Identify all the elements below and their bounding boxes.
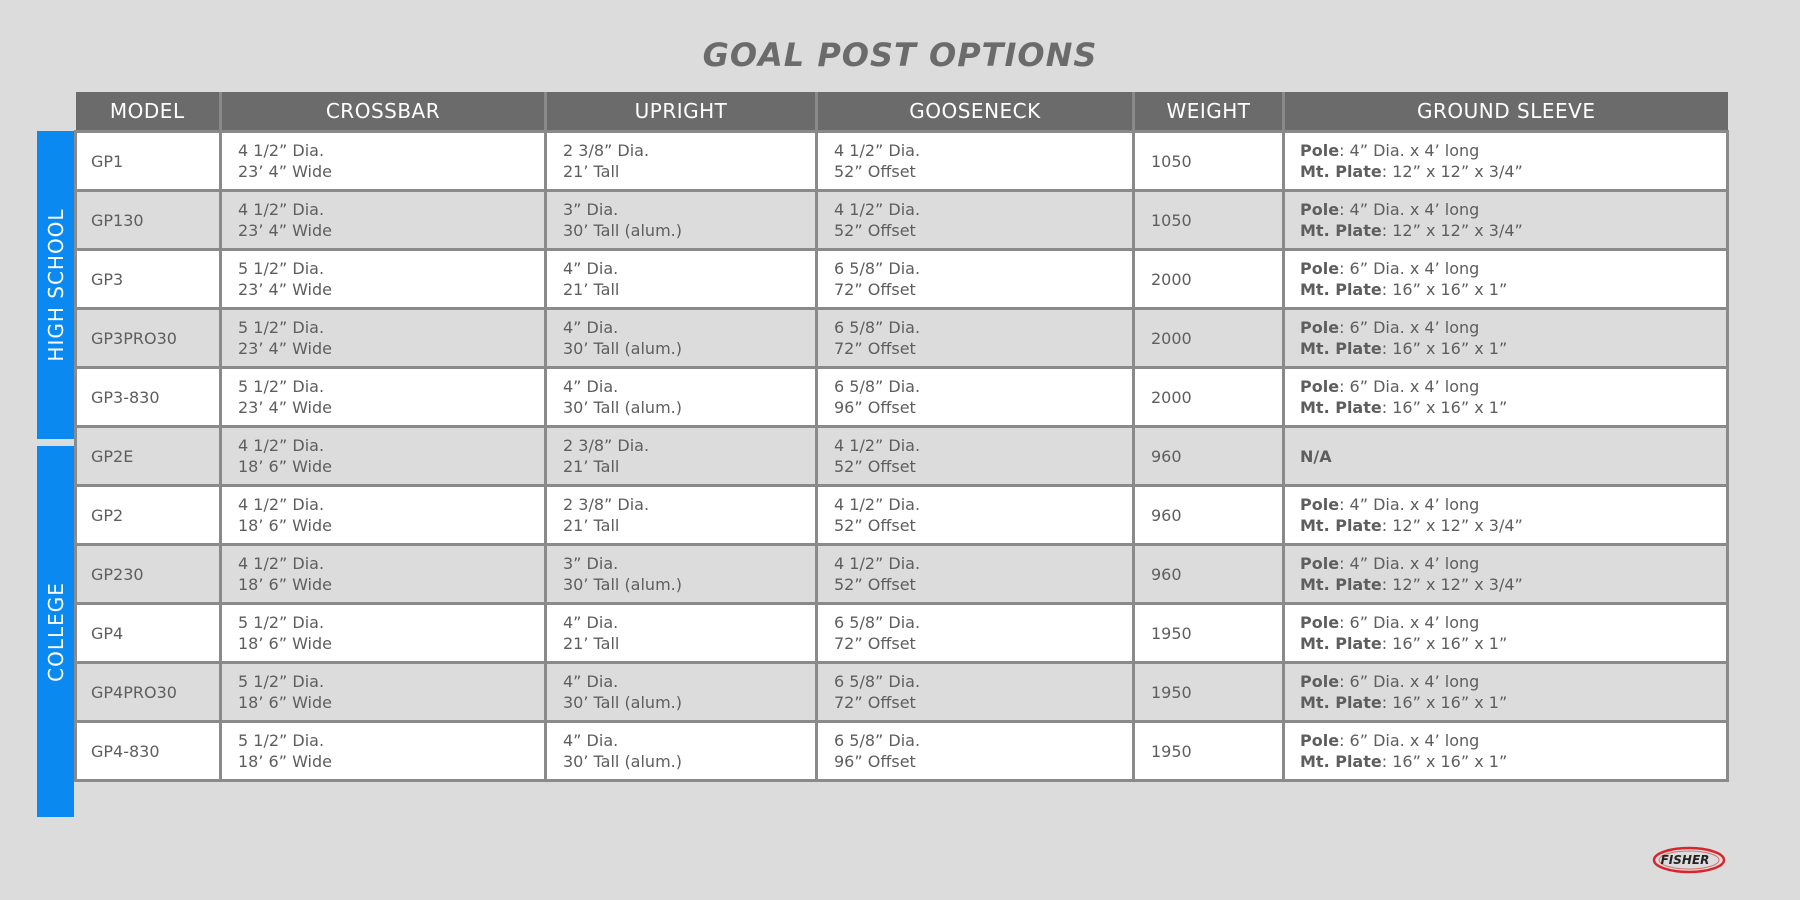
plate-label: Mt. Plate bbox=[1300, 162, 1382, 181]
gooseneck-dimension: 96” Offset bbox=[834, 752, 916, 771]
table-row bbox=[76, 604, 1728, 663]
weight-cell: 2000 bbox=[1134, 250, 1284, 309]
model-cell: GP3-830 bbox=[76, 368, 221, 427]
pole-value: : 6” Dia. x 4’ long bbox=[1339, 731, 1480, 750]
model-cell: GP3PRO30 bbox=[76, 309, 221, 368]
upright-cell bbox=[546, 309, 817, 368]
plate-value: : 16” x 16” x 1” bbox=[1381, 280, 1508, 299]
plate-label: Mt. Plate bbox=[1300, 752, 1382, 771]
plate-label: Mt. Plate bbox=[1300, 221, 1382, 240]
upright-diameter: 4” Dia. bbox=[563, 731, 619, 750]
pole-label: Pole bbox=[1300, 141, 1340, 160]
weight-cell: 1950 bbox=[1134, 604, 1284, 663]
pole-label: Pole bbox=[1300, 200, 1340, 219]
table-row bbox=[76, 663, 1728, 722]
plate-label: Mt. Plate bbox=[1300, 634, 1382, 653]
crossbar-cell bbox=[221, 663, 546, 722]
ground-sleeve-pole bbox=[1300, 730, 1726, 751]
pole-label: Pole bbox=[1300, 672, 1340, 691]
header-model: MODEL bbox=[76, 92, 221, 132]
gooseneck-diameter: 6 5/8” Dia. bbox=[834, 672, 921, 691]
ground-sleeve-plate bbox=[1300, 515, 1726, 536]
plate-label: Mt. Plate bbox=[1300, 693, 1382, 712]
crossbar-cell bbox=[221, 545, 546, 604]
plate-value: : 12” x 12” x 3/4” bbox=[1381, 162, 1523, 181]
ground-sleeve-pole bbox=[1300, 671, 1726, 692]
ground-sleeve-pole bbox=[1300, 317, 1726, 338]
ground-sleeve-na: N/A bbox=[1300, 446, 1332, 466]
header-upright: UPRIGHT bbox=[546, 92, 817, 132]
crossbar-cell bbox=[221, 191, 546, 250]
goal-post-table bbox=[74, 92, 1729, 782]
gooseneck-cell bbox=[817, 191, 1134, 250]
weight-cell: 960 bbox=[1134, 545, 1284, 604]
pole-label: Pole bbox=[1300, 495, 1340, 514]
table-row bbox=[76, 427, 1728, 486]
upright-diameter: 3” Dia. bbox=[563, 554, 619, 573]
header-crossbar: CROSSBAR bbox=[221, 92, 546, 132]
pole-value: : 6” Dia. x 4’ long bbox=[1339, 613, 1480, 632]
category-bar-high-school bbox=[37, 131, 74, 439]
ground-sleeve-pole bbox=[1300, 258, 1726, 279]
pole-label: Pole bbox=[1300, 259, 1340, 278]
crossbar-diameter: 4 1/2” Dia. bbox=[238, 200, 325, 219]
gooseneck-diameter: 4 1/2” Dia. bbox=[834, 495, 921, 514]
ground-sleeve-pole bbox=[1300, 553, 1726, 574]
crossbar-dimension: 18’ 6” Wide bbox=[238, 457, 332, 476]
category-label-college: COLLEGE bbox=[43, 581, 68, 682]
gooseneck-cell bbox=[817, 132, 1134, 191]
upright-cell bbox=[546, 250, 817, 309]
crossbar-cell bbox=[221, 486, 546, 545]
ground-sleeve-plate bbox=[1300, 220, 1726, 241]
upright-diameter: 3” Dia. bbox=[563, 200, 619, 219]
plate-value: : 16” x 16” x 1” bbox=[1381, 634, 1508, 653]
ground-sleeve-pole bbox=[1300, 199, 1726, 220]
pole-label: Pole bbox=[1300, 554, 1340, 573]
ground-sleeve-plate bbox=[1300, 633, 1726, 654]
crossbar-cell bbox=[221, 604, 546, 663]
header-weight: WEIGHT bbox=[1134, 92, 1284, 132]
table-row bbox=[76, 191, 1728, 250]
model-cell: GP4PRO30 bbox=[76, 663, 221, 722]
ground-sleeve-cell bbox=[1284, 663, 1728, 722]
gooseneck-diameter: 4 1/2” Dia. bbox=[834, 554, 921, 573]
crossbar-dimension: 23’ 4” Wide bbox=[238, 162, 332, 181]
ground-sleeve-plate bbox=[1300, 279, 1726, 300]
gooseneck-cell bbox=[817, 486, 1134, 545]
gooseneck-dimension: 52” Offset bbox=[834, 162, 916, 181]
table-row bbox=[76, 368, 1728, 427]
upright-diameter: 2 3/8” Dia. bbox=[563, 436, 650, 455]
weight-cell: 1950 bbox=[1134, 663, 1284, 722]
ground-sleeve-pole bbox=[1300, 612, 1726, 633]
gooseneck-cell bbox=[817, 250, 1134, 309]
model-cell: GP2E bbox=[76, 427, 221, 486]
model-cell: GP130 bbox=[76, 191, 221, 250]
crossbar-diameter: 5 1/2” Dia. bbox=[238, 731, 325, 750]
upright-cell bbox=[546, 191, 817, 250]
crossbar-diameter: 5 1/2” Dia. bbox=[238, 672, 325, 691]
crossbar-cell bbox=[221, 309, 546, 368]
upright-cell bbox=[546, 486, 817, 545]
upright-cell bbox=[546, 427, 817, 486]
category-bar-college bbox=[37, 446, 74, 817]
pole-value: : 4” Dia. x 4’ long bbox=[1339, 200, 1480, 219]
ground-sleeve-cell bbox=[1284, 427, 1728, 486]
ground-sleeve-pole bbox=[1300, 376, 1726, 397]
gooseneck-diameter: 6 5/8” Dia. bbox=[834, 318, 921, 337]
model-cell: GP3 bbox=[76, 250, 221, 309]
ground-sleeve-cell bbox=[1284, 191, 1728, 250]
gooseneck-dimension: 52” Offset bbox=[834, 221, 916, 240]
table-row bbox=[76, 722, 1728, 781]
plate-label: Mt. Plate bbox=[1300, 516, 1382, 535]
plate-label: Mt. Plate bbox=[1300, 280, 1382, 299]
gooseneck-dimension: 52” Offset bbox=[834, 575, 916, 594]
plate-value: : 16” x 16” x 1” bbox=[1381, 398, 1508, 417]
upright-cell bbox=[546, 722, 817, 781]
upright-dimension: 30’ Tall (alum.) bbox=[563, 398, 682, 417]
weight-cell: 960 bbox=[1134, 486, 1284, 545]
gooseneck-dimension: 72” Offset bbox=[834, 280, 916, 299]
gooseneck-diameter: 4 1/2” Dia. bbox=[834, 200, 921, 219]
ground-sleeve-cell bbox=[1284, 132, 1728, 191]
table-row bbox=[76, 486, 1728, 545]
pole-value: : 6” Dia. x 4’ long bbox=[1339, 318, 1480, 337]
pole-label: Pole bbox=[1300, 318, 1340, 337]
ground-sleeve-plate bbox=[1300, 692, 1726, 713]
crossbar-diameter: 5 1/2” Dia. bbox=[238, 259, 325, 278]
model-cell: GP4 bbox=[76, 604, 221, 663]
weight-cell: 1050 bbox=[1134, 132, 1284, 191]
ground-sleeve-cell bbox=[1284, 545, 1728, 604]
table-row bbox=[76, 250, 1728, 309]
pole-label: Pole bbox=[1300, 613, 1340, 632]
crossbar-cell bbox=[221, 368, 546, 427]
upright-dimension: 30’ Tall (alum.) bbox=[563, 693, 682, 712]
ground-sleeve-plate bbox=[1300, 161, 1726, 182]
gooseneck-cell bbox=[817, 427, 1134, 486]
ground-sleeve-plate bbox=[1300, 397, 1726, 418]
gooseneck-dimension: 52” Offset bbox=[834, 457, 916, 476]
crossbar-diameter: 5 1/2” Dia. bbox=[238, 613, 325, 632]
crossbar-diameter: 5 1/2” Dia. bbox=[238, 318, 325, 337]
gooseneck-dimension: 72” Offset bbox=[834, 693, 916, 712]
upright-cell bbox=[546, 663, 817, 722]
crossbar-diameter: 4 1/2” Dia. bbox=[238, 436, 325, 455]
crossbar-dimension: 23’ 4” Wide bbox=[238, 398, 332, 417]
crossbar-dimension: 18’ 6” Wide bbox=[238, 516, 332, 535]
plate-value: : 16” x 16” x 1” bbox=[1381, 693, 1508, 712]
ground-sleeve-plate bbox=[1300, 338, 1726, 359]
header-ground-sleeve: GROUND SLEEVE bbox=[1284, 92, 1728, 132]
plate-value: : 12” x 12” x 3/4” bbox=[1381, 575, 1523, 594]
page-title: GOAL POST OPTIONS bbox=[702, 36, 1098, 74]
upright-dimension: 21’ Tall bbox=[563, 280, 620, 299]
crossbar-cell bbox=[221, 250, 546, 309]
gooseneck-cell bbox=[817, 663, 1134, 722]
crossbar-diameter: 4 1/2” Dia. bbox=[238, 495, 325, 514]
crossbar-dimension: 18’ 6” Wide bbox=[238, 693, 332, 712]
crossbar-dimension: 18’ 6” Wide bbox=[238, 634, 332, 653]
model-cell: GP4-830 bbox=[76, 722, 221, 781]
ground-sleeve-cell bbox=[1284, 250, 1728, 309]
upright-dimension: 21’ Tall bbox=[563, 457, 620, 476]
table-row bbox=[76, 309, 1728, 368]
category-label-high-school: HIGH SCHOOL bbox=[43, 208, 68, 362]
header-gooseneck: GOOSENECK bbox=[817, 92, 1134, 132]
gooseneck-diameter: 6 5/8” Dia. bbox=[834, 377, 921, 396]
table-row bbox=[76, 132, 1728, 191]
gooseneck-diameter: 6 5/8” Dia. bbox=[834, 613, 921, 632]
crossbar-dimension: 23’ 4” Wide bbox=[238, 339, 332, 358]
plate-label: Mt. Plate bbox=[1300, 339, 1382, 358]
upright-diameter: 4” Dia. bbox=[563, 672, 619, 691]
ground-sleeve-cell bbox=[1284, 309, 1728, 368]
ground-sleeve-cell bbox=[1284, 486, 1728, 545]
crossbar-dimension: 18’ 6” Wide bbox=[238, 752, 332, 771]
ground-sleeve-cell bbox=[1284, 604, 1728, 663]
pole-value: : 4” Dia. x 4’ long bbox=[1339, 495, 1480, 514]
ground-sleeve-cell bbox=[1284, 368, 1728, 427]
gooseneck-cell bbox=[817, 722, 1134, 781]
gooseneck-cell bbox=[817, 309, 1134, 368]
weight-cell: 1950 bbox=[1134, 722, 1284, 781]
gooseneck-dimension: 72” Offset bbox=[834, 339, 916, 358]
upright-cell bbox=[546, 132, 817, 191]
crossbar-cell bbox=[221, 427, 546, 486]
upright-dimension: 30’ Tall (alum.) bbox=[563, 339, 682, 358]
upright-dimension: 30’ Tall (alum.) bbox=[563, 575, 682, 594]
upright-dimension: 30’ Tall (alum.) bbox=[563, 752, 682, 771]
gooseneck-diameter: 6 5/8” Dia. bbox=[834, 259, 921, 278]
gooseneck-cell bbox=[817, 368, 1134, 427]
pole-value: : 6” Dia. x 4’ long bbox=[1339, 259, 1480, 278]
upright-diameter: 2 3/8” Dia. bbox=[563, 495, 650, 514]
ground-sleeve-plate bbox=[1300, 751, 1726, 772]
crossbar-diameter: 4 1/2” Dia. bbox=[238, 141, 325, 160]
gooseneck-dimension: 72” Offset bbox=[834, 634, 916, 653]
fisher-logo-icon bbox=[1652, 846, 1726, 874]
weight-cell: 960 bbox=[1134, 427, 1284, 486]
ground-sleeve-pole bbox=[1300, 140, 1726, 161]
plate-value: : 12” x 12” x 3/4” bbox=[1381, 516, 1523, 535]
crossbar-dimension: 23’ 4” Wide bbox=[238, 280, 332, 299]
weight-cell: 2000 bbox=[1134, 309, 1284, 368]
upright-dimension: 30’ Tall (alum.) bbox=[563, 221, 682, 240]
weight-cell: 2000 bbox=[1134, 368, 1284, 427]
plate-value: : 12” x 12” x 3/4” bbox=[1381, 221, 1523, 240]
gooseneck-cell bbox=[817, 604, 1134, 663]
upright-dimension: 21’ Tall bbox=[563, 162, 620, 181]
upright-diameter: 4” Dia. bbox=[563, 377, 619, 396]
crossbar-dimension: 18’ 6” Wide bbox=[238, 575, 332, 594]
weight-cell: 1050 bbox=[1134, 191, 1284, 250]
model-cell: GP230 bbox=[76, 545, 221, 604]
upright-diameter: 4” Dia. bbox=[563, 613, 619, 632]
crossbar-cell bbox=[221, 722, 546, 781]
upright-cell bbox=[546, 545, 817, 604]
pole-value: : 6” Dia. x 4’ long bbox=[1339, 672, 1480, 691]
crossbar-cell bbox=[221, 132, 546, 191]
upright-cell bbox=[546, 604, 817, 663]
ground-sleeve-pole bbox=[1300, 494, 1726, 515]
pole-value: : 4” Dia. x 4’ long bbox=[1339, 141, 1480, 160]
plate-label: Mt. Plate bbox=[1300, 398, 1382, 417]
crossbar-diameter: 5 1/2” Dia. bbox=[238, 377, 325, 396]
gooseneck-diameter: 4 1/2” Dia. bbox=[834, 436, 921, 455]
table-row bbox=[76, 545, 1728, 604]
pole-label: Pole bbox=[1300, 731, 1340, 750]
upright-dimension: 21’ Tall bbox=[563, 634, 620, 653]
model-cell: GP1 bbox=[76, 132, 221, 191]
upright-cell bbox=[546, 368, 817, 427]
table-header-row bbox=[76, 92, 1728, 132]
crossbar-diameter: 4 1/2” Dia. bbox=[238, 554, 325, 573]
plate-value: : 16” x 16” x 1” bbox=[1381, 752, 1508, 771]
upright-diameter: 4” Dia. bbox=[563, 318, 619, 337]
pole-value: : 6” Dia. x 4’ long bbox=[1339, 377, 1480, 396]
ground-sleeve-cell bbox=[1284, 722, 1728, 781]
gooseneck-dimension: 96” Offset bbox=[834, 398, 916, 417]
pole-label: Pole bbox=[1300, 377, 1340, 396]
upright-dimension: 21’ Tall bbox=[563, 516, 620, 535]
logo-text: FISHER bbox=[1660, 853, 1710, 867]
upright-diameter: 4” Dia. bbox=[563, 259, 619, 278]
gooseneck-dimension: 52” Offset bbox=[834, 516, 916, 535]
gooseneck-diameter: 6 5/8” Dia. bbox=[834, 731, 921, 750]
model-cell: GP2 bbox=[76, 486, 221, 545]
ground-sleeve-plate bbox=[1300, 574, 1726, 595]
gooseneck-diameter: 4 1/2” Dia. bbox=[834, 141, 921, 160]
plate-value: : 16” x 16” x 1” bbox=[1381, 339, 1508, 358]
crossbar-dimension: 23’ 4” Wide bbox=[238, 221, 332, 240]
pole-value: : 4” Dia. x 4’ long bbox=[1339, 554, 1480, 573]
gooseneck-cell bbox=[817, 545, 1134, 604]
plate-label: Mt. Plate bbox=[1300, 575, 1382, 594]
upright-diameter: 2 3/8” Dia. bbox=[563, 141, 650, 160]
